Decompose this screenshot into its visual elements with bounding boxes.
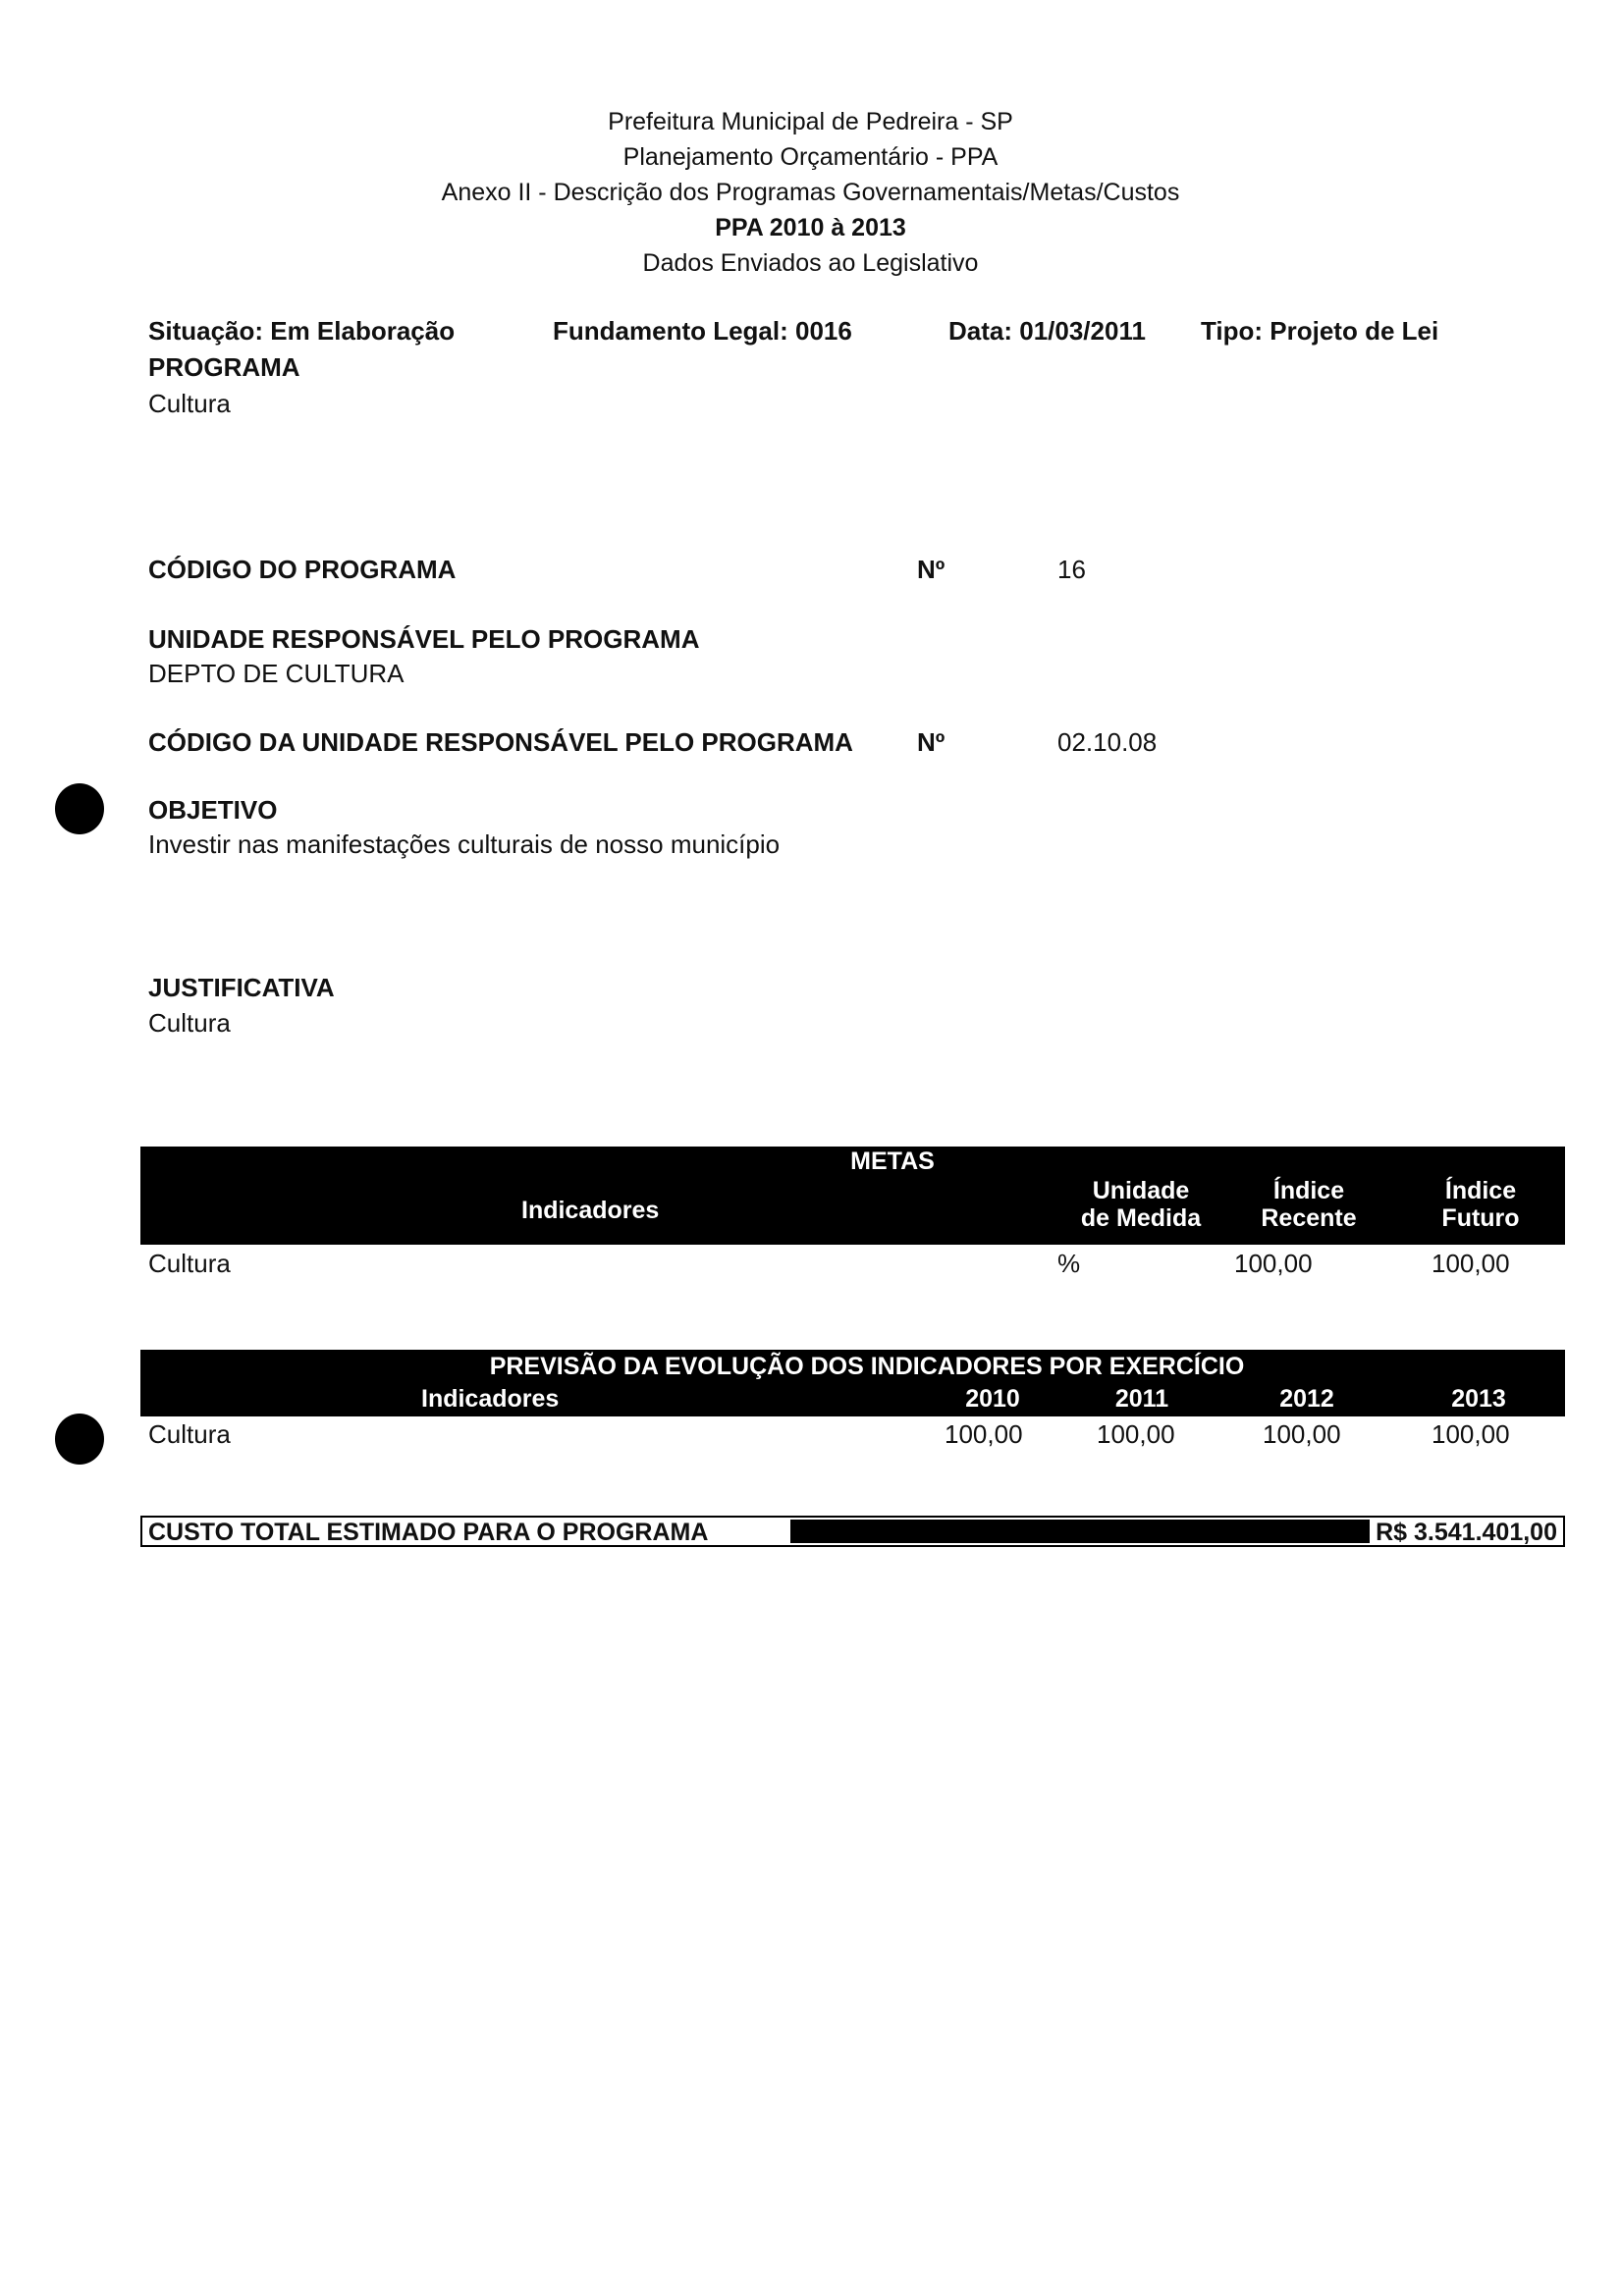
metas-col-futuro-line2: Futuro (1441, 1204, 1520, 1232)
metas-header-bar (140, 1147, 1565, 1245)
document-header (0, 104, 1621, 281)
objetivo-value: Investir nas manifestações culturais de nosso município (148, 829, 781, 859)
codigo-programa-num-label: Nº (917, 555, 946, 584)
custo-total-value: R$ 3.541.401,00 (1370, 1519, 1557, 1546)
metas-col-unidade-line1: Unidade (1092, 1177, 1190, 1204)
programa-label: PROGRAMA (148, 352, 300, 382)
metas-title: METAS (850, 1148, 935, 1175)
metas-col-unidade-line2: de Medida (1080, 1204, 1202, 1232)
fundamento-legal: Fundamento Legal: 0016 (553, 316, 852, 346)
header-annex: Anexo II - Descrição dos Programas Governamentais/Metas/Custos (441, 179, 1180, 206)
metas-row-indicador: Cultura (148, 1249, 231, 1278)
punch-hole-mark (55, 783, 104, 834)
unidade-label: UNIDADE RESPONSÁVEL PELO PROGRAMA (148, 624, 700, 654)
metas-col-recente-line2: Recente (1261, 1204, 1357, 1232)
justificativa-label: JUSTIFICATIVA (148, 973, 335, 1002)
tipo: Tipo: Projeto de Lei (1201, 316, 1439, 346)
situacao: Situação: Em Elaboração (148, 316, 456, 346)
custo-total-label: CUSTO TOTAL ESTIMADO PARA O PROGRAMA (148, 1519, 709, 1546)
unidade-value: DEPTO DE CULTURA (148, 659, 405, 688)
previsao-row-indicador: Cultura (148, 1419, 231, 1449)
objetivo-label: OBJETIVO (148, 795, 278, 825)
codigo-unidade-value: 02.10.08 (1057, 727, 1158, 757)
codigo-unidade-num-label: Nº (917, 727, 946, 757)
previsao-row-2012: 100,00 (1263, 1419, 1341, 1449)
metas-col-futuro-line1: Índice (1444, 1177, 1517, 1204)
codigo-programa-label: CÓDIGO DO PROGRAMA (148, 555, 457, 584)
header-sent-note: Dados Enviados ao Legislativo (642, 249, 979, 277)
punch-hole-mark (55, 1414, 104, 1465)
previsao-title: PREVISÃO DA EVOLUÇÃO DOS INDICADORES POR EXERCÍCIO (489, 1353, 1245, 1380)
custo-total-bar (140, 1516, 1565, 1547)
metas-row-unidade: % (1057, 1249, 1081, 1278)
metas-row-recente: 100,00 (1234, 1249, 1313, 1278)
metas-row-futuro: 100,00 (1432, 1249, 1510, 1278)
metas-col-indicadores: Indicadores (521, 1197, 660, 1224)
header-planning: Planejamento Orçamentário - PPA (622, 143, 999, 171)
previsao-col-indicadores: Indicadores (421, 1385, 560, 1413)
previsao-col-2012: 2012 (1279, 1385, 1334, 1413)
justificativa-value: Cultura (148, 1008, 231, 1038)
previsao-row-2011: 100,00 (1097, 1419, 1175, 1449)
previsao-row-2013: 100,00 (1432, 1419, 1510, 1449)
metas-col-recente-line1: Índice (1272, 1177, 1345, 1204)
codigo-unidade-label: CÓDIGO DA UNIDADE RESPONSÁVEL PELO PROGRAMA (148, 727, 853, 757)
programa-value: Cultura (148, 389, 231, 418)
previsao-col-2010: 2010 (965, 1385, 1020, 1413)
header-ppa-period: PPA 2010 à 2013 (715, 214, 906, 241)
previsao-header-bar (140, 1350, 1565, 1416)
codigo-programa-value: 16 (1057, 555, 1086, 584)
previsao-row-2010: 100,00 (945, 1419, 1023, 1449)
header-municipality: Prefeitura Municipal de Pedreira - SP (608, 108, 1013, 135)
data: Data: 01/03/2011 (948, 316, 1146, 346)
previsao-col-2011: 2011 (1114, 1385, 1169, 1413)
previsao-col-2013: 2013 (1451, 1385, 1506, 1413)
